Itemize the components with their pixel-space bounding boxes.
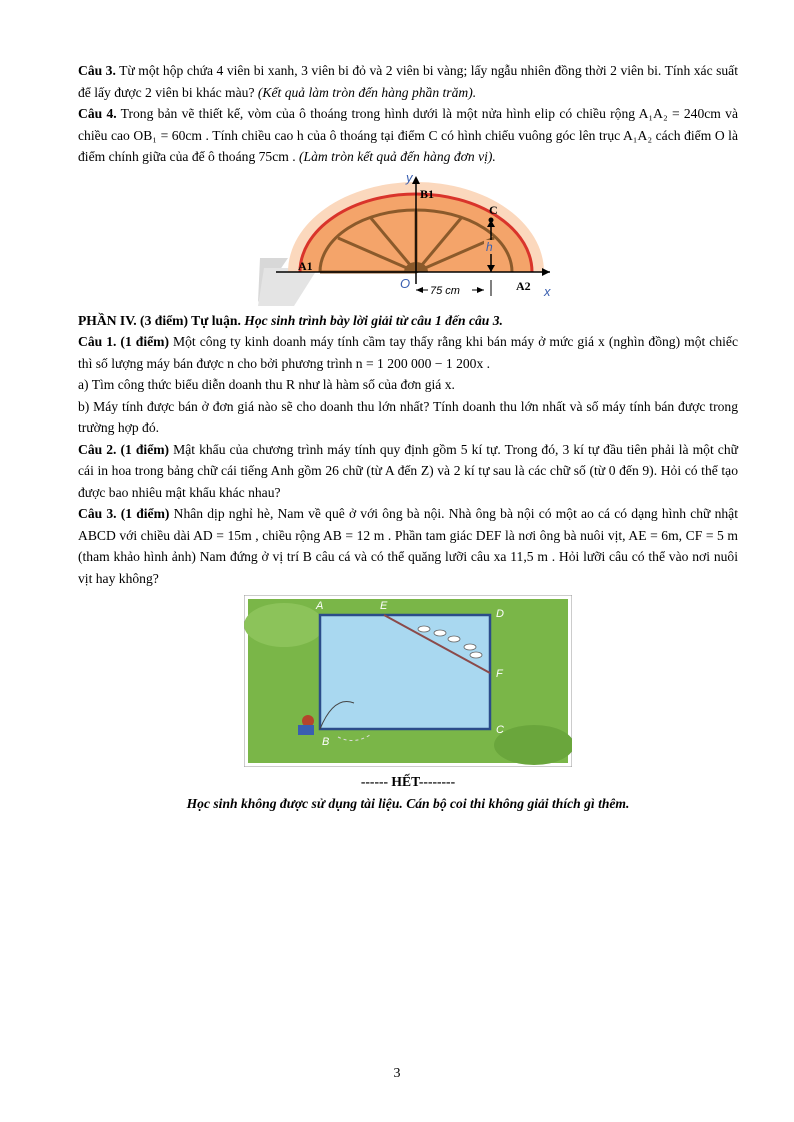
x-label: x	[544, 283, 551, 299]
essay-3	[78, 503, 738, 589]
point-c	[489, 217, 494, 222]
watermark-shape-2	[258, 268, 318, 306]
question-4	[78, 103, 738, 168]
essay-2-label: Câu 2. (1 điểm)	[78, 441, 170, 457]
question-3-note: (Kết quả làm tròn đến hàng phần trăm).	[257, 84, 477, 100]
end-marker: ------ HẾT--------	[360, 774, 456, 789]
essay-1-part-a: a) Tìm công thức biểu diễn doanh thu R như là hàm số của đơn giá x.	[78, 377, 455, 392]
label-c: C	[496, 724, 504, 736]
question-3-text: Từ một hộp chứa 4 viên bi xanh, 3 viên bi đỏ và 2 viên bi vàng; lấy ngẫu nhiên đồng thời 2 viên bi. Tính xác suất để lấy được 2 viên bi khác màu?	[78, 63, 738, 100]
label-d: D	[496, 608, 504, 620]
dimension-arrow-left	[416, 287, 423, 293]
dimension-arrow-right	[477, 287, 484, 293]
c-label: C	[489, 202, 498, 217]
x-axis-arrow	[542, 268, 550, 276]
pond	[320, 615, 490, 729]
b1-label: B1	[420, 186, 435, 201]
question-4-note: (Làm tròn kết quả đến hàng đơn vị).	[299, 149, 496, 164]
essay-1-label: Câu 1. (1 điểm)	[78, 334, 169, 349]
question-4-text: Trong bản vẽ thiết kế, vòm của ô thoáng trong hình dưới là một nửa hình elip có chiều rộng A₁A₂ = 240cm và chiều cao OB₁ = 60cm . Tính chiều cao h của ô thoáng tại điểm C có hình chiếu vuông góc lên trục A₁A₂ cách điểm O là điểm chính giữa của đế ô thoáng 75cm .	[78, 106, 738, 164]
essay-1	[78, 331, 738, 374]
essay-1-text: Một công ty kinh doanh máy tính cầm tay thấy rằng khi bán máy ở mức giá x (nghìn đồng) một chiếc thì số lượng máy bán được n cho bởi phương trình n = 1 200 000 − 1 200x .	[78, 334, 738, 371]
part-4-heading	[78, 310, 738, 332]
h-label: h	[486, 239, 493, 254]
label-a: A	[316, 600, 324, 612]
label-e: E	[380, 600, 388, 612]
question-3-label: Câu 3.	[78, 63, 116, 78]
essay-1-part-b: b) Máy tính được bán ở đơn giá nào sẽ cho doanh thu lớn nhất? Tính doanh thu lớn nhất và số máy tính bán được trong trường hợp đó.	[78, 398, 738, 435]
page-content	[78, 60, 738, 814]
essay-2-text: Mật khẩu của chương trình máy tính quy định gồm 5 kí tự. Trong đó, 3 kí tự đầu tiên phải là một chữ cái in hoa trong bảng chữ cái tiếng Anh gồm 26 chữ (từ A đến Z) và 2 kí tự sau là các chữ số (từ 0 đến 9). Hỏi có thể tạo được bao nhiêu mật khẩu khác nhau?	[78, 441, 738, 500]
exam-note: Học sinh không được sử dụng tài liệu. Cán bộ coi thi không giải thích gì thêm.	[186, 795, 630, 811]
a1-label: A1	[298, 258, 313, 273]
question-4-label: Câu 4.	[78, 106, 117, 121]
a2-label: A2	[516, 278, 531, 293]
essay-3-label: Câu 3. (1 điểm)	[78, 506, 170, 521]
y-axis-arrow	[412, 176, 420, 184]
question-3	[78, 60, 738, 103]
part-4-title: PHẦN IV. (3 điểm) Tự luận.	[78, 312, 245, 328]
page-number: 3	[393, 1066, 401, 1081]
y-label: y	[406, 171, 413, 185]
label-f: F	[496, 668, 503, 680]
essay-3-text: Nhân dịp nghỉ hè, Nam về quê ở với ông bà nội. Nhà ông bà nội có một ao cá có dạng hình chữ nhật ABCD với chiều dài AD = 15m , chiều rộng AB = 12 m . Phần tam giác DEF là nơi ông bà nuôi vịt, AE = 6m, CF = 5 m (tham khảo hình ảnh) Nam đứng ở vị trí B câu cá và có thể quăng lưỡi câu xa 11,5 m . Hỏi lưỡi câu có thể vào nơi nuôi vịt hay không?	[78, 506, 738, 586]
grass-patch	[244, 603, 324, 647]
grass-patch-2	[494, 725, 572, 765]
fisherman-body	[298, 725, 314, 735]
pond-figure	[244, 595, 572, 767]
distance-label: 75 cm	[430, 284, 460, 297]
o-label: O	[400, 275, 411, 291]
essay-2	[78, 439, 738, 504]
label-b: B	[322, 736, 330, 748]
part-4-subtitle: Học sinh trình bày lời giải từ câu 1 đến câu 3.	[244, 312, 503, 328]
ellipse-arch-figure	[258, 172, 558, 310]
